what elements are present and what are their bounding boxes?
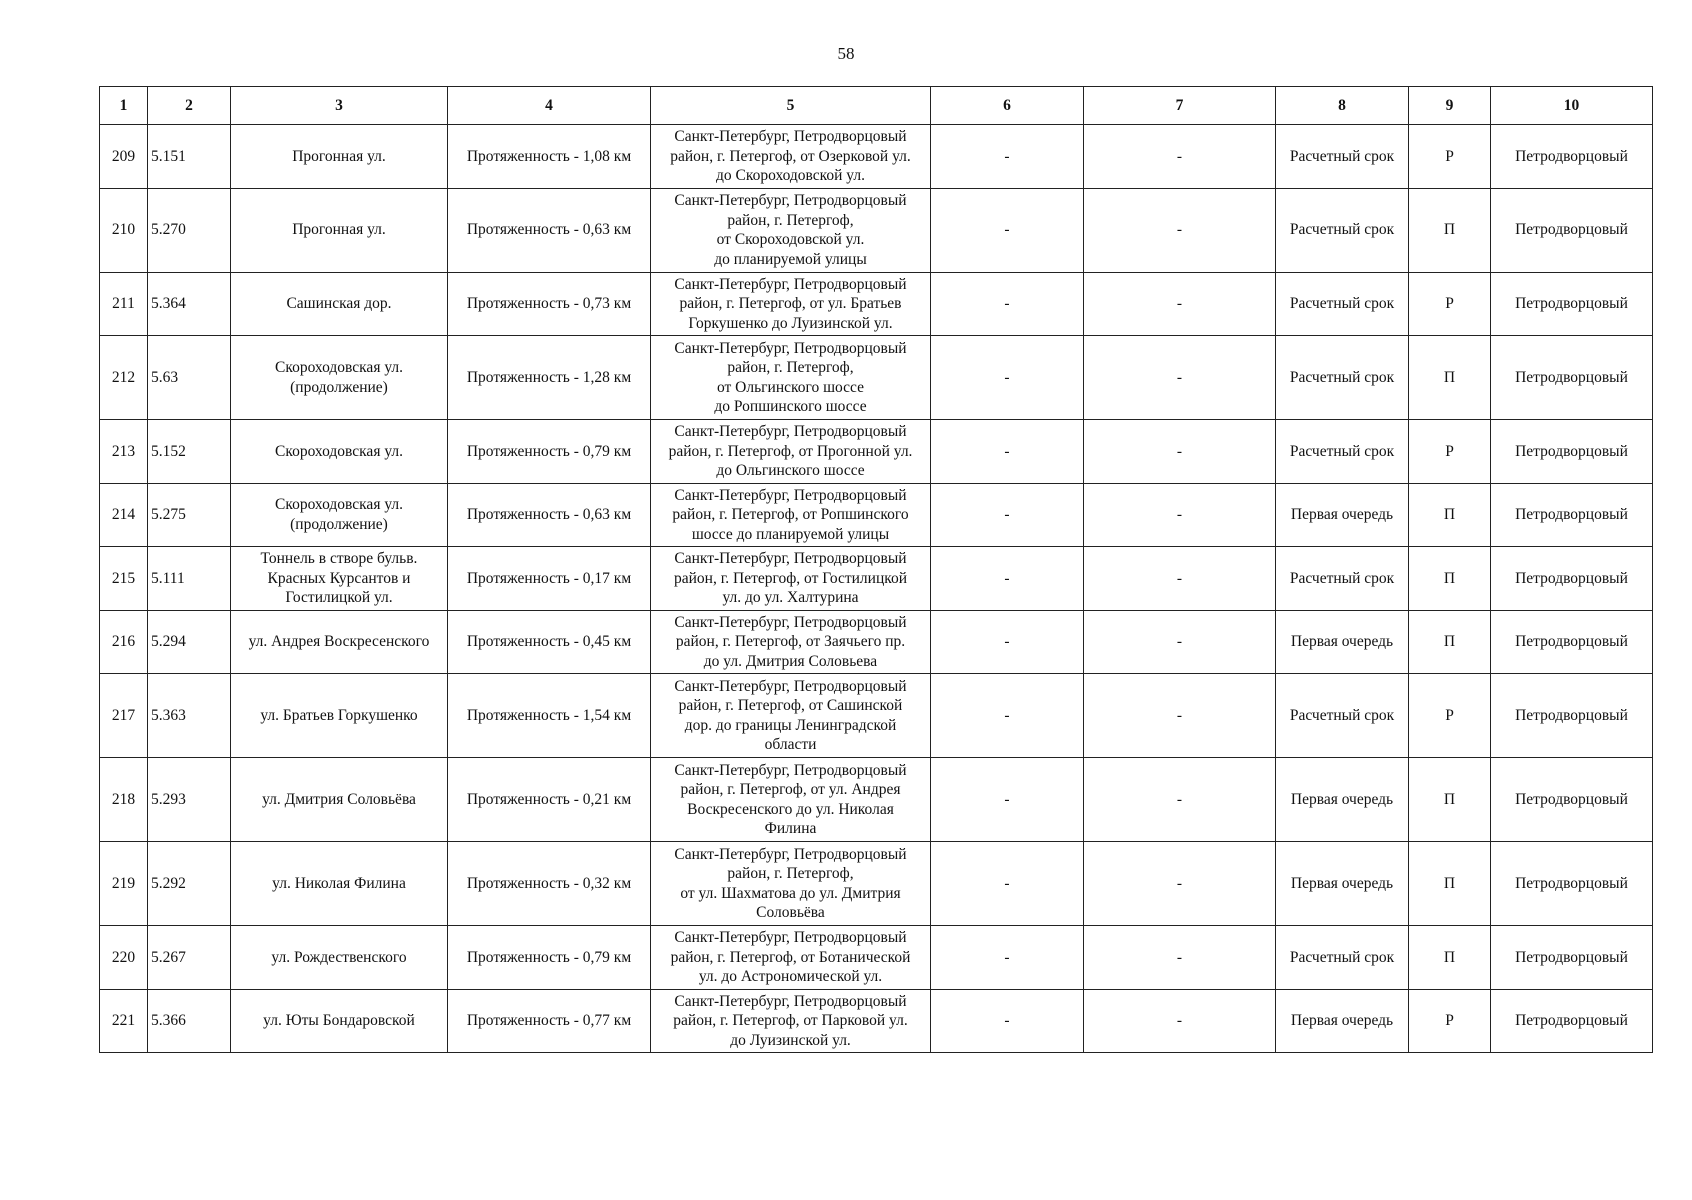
street-name-line: Скороходовская ул. (274, 359, 403, 376)
code-cell: 5.275 (148, 483, 231, 547)
address-cell (651, 483, 931, 547)
length-cell: Протяженность - 0,21 км (448, 758, 651, 842)
col7-cell: - (1084, 758, 1276, 842)
district-cell: Петродворцовый (1491, 758, 1653, 842)
address-line: Санкт-Петербург, Петродворцовый (674, 613, 907, 631)
term-cell: Расчетный срок (1276, 547, 1409, 611)
row-number-cell: 211 (100, 272, 148, 336)
term-cell: Расчетный срок (1276, 926, 1409, 990)
district-cell: Петродворцовый (1491, 842, 1653, 926)
type-cell: Р (1409, 125, 1491, 189)
length-cell: Протяженность - 1,54 км (448, 674, 651, 758)
address-line: Санкт-Петербург, Петродворцовый (674, 992, 907, 1010)
address-line: район, г. Петергоф, (727, 359, 854, 376)
header-cell: 3 (231, 87, 448, 125)
address-line: области (764, 736, 817, 753)
col7-cell: - (1084, 926, 1276, 990)
address-line: от ул. Шахматова до ул. Дмитрия (680, 884, 901, 902)
header-cell: 8 (1276, 87, 1409, 125)
type-cell: П (1409, 336, 1491, 420)
address-line: до Скороходовской ул. (715, 167, 865, 184)
street-name-cell (231, 483, 448, 547)
address-line: до Луизинской ул. (730, 1031, 851, 1049)
col7-cell: - (1084, 483, 1276, 547)
district-cell: Петродворцовый (1491, 125, 1653, 189)
street-name-line: Гостилицкой ул. (285, 589, 393, 606)
header-cell: 5 (651, 87, 931, 125)
address-line: Санкт-Петербург, Петродворцовый (674, 761, 907, 779)
address-line: ул. до ул. Халтурина (722, 589, 859, 606)
type-cell: П (1409, 842, 1491, 926)
district-cell: Петродворцовый (1491, 272, 1653, 336)
row-number-cell: 215 (100, 547, 148, 611)
street-name-cell: Скороходовская ул. (231, 420, 448, 484)
street-name-cell: ул. Братьев Горкушенко (231, 674, 448, 758)
type-cell: Р (1409, 420, 1491, 484)
address-line: район, г. Петергоф, (727, 211, 854, 229)
term-cell: Первая очередь (1276, 842, 1409, 926)
col6-cell: - (931, 336, 1084, 420)
district-cell: Петродворцовый (1491, 674, 1653, 758)
col6-cell: - (931, 610, 1084, 674)
district-cell: Петродворцовый (1491, 188, 1653, 272)
address-line: район, г. Петергоф, от Ропшинского (672, 506, 909, 523)
row-number-cell: 216 (100, 610, 148, 674)
term-cell: Расчетный срок (1276, 336, 1409, 420)
street-name-cell: Прогонная ул. (231, 188, 448, 272)
district-cell: Петродворцовый (1491, 547, 1653, 611)
address-line: Санкт-Петербург, Петродворцовый (674, 486, 907, 504)
type-cell: П (1409, 188, 1491, 272)
col6-cell: - (931, 125, 1084, 189)
col7-cell: - (1084, 420, 1276, 484)
table-row (100, 926, 1653, 990)
table-row (100, 989, 1653, 1053)
length-cell: Протяженность - 1,08 км (448, 125, 651, 189)
code-cell: 5.152 (148, 420, 231, 484)
address-line: район, г. Петергоф, от Парковой ул. (673, 1012, 908, 1029)
district-cell: Петродворцовый (1491, 483, 1653, 547)
address-line: район, г. Петергоф, от Прогонной ул. (668, 442, 913, 460)
term-cell: Первая очередь (1276, 758, 1409, 842)
street-name-cell: ул. Юты Бондаровской (231, 989, 448, 1053)
type-cell: Р (1409, 272, 1491, 336)
address-cell (651, 420, 931, 484)
address-line: район, г. Петергоф, от Сашинской (678, 697, 903, 714)
street-name-line: (продолжение) (290, 378, 388, 396)
address-line: Соловьёва (756, 904, 825, 921)
col6-cell: - (931, 674, 1084, 758)
table-row (100, 758, 1653, 842)
row-number-cell: 210 (100, 188, 148, 272)
street-name-cell: ул. Рождественского (231, 926, 448, 990)
data-table (99, 86, 1653, 1053)
table-row (100, 125, 1653, 189)
address-line: от Ольгинского шоссе (716, 378, 864, 396)
district-cell: Петродворцовый (1491, 926, 1653, 990)
address-cell (651, 842, 931, 926)
address-line: Санкт-Петербург, Петродворцовый (674, 929, 907, 946)
address-cell (651, 610, 931, 674)
code-cell: 5.270 (148, 188, 231, 272)
code-cell: 5.366 (148, 989, 231, 1053)
code-cell: 5.293 (148, 758, 231, 842)
code-cell: 5.267 (148, 926, 231, 990)
table-row (100, 188, 1653, 272)
length-cell: Протяженность - 0,32 км (448, 842, 651, 926)
code-cell: 5.294 (148, 610, 231, 674)
col7-cell: - (1084, 125, 1276, 189)
address-line: до Ропшинского шоссе (714, 398, 867, 415)
street-name-cell: ул. Николая Филина (231, 842, 448, 926)
table-row (100, 420, 1653, 484)
row-number-cell: 213 (100, 420, 148, 484)
address-line: Санкт-Петербург, Петродворцовый (674, 339, 907, 357)
col7-cell: - (1084, 547, 1276, 611)
length-cell: Протяженность - 0,45 км (448, 610, 651, 674)
type-cell: П (1409, 926, 1491, 990)
row-number-cell: 212 (100, 336, 148, 420)
col6-cell: - (931, 758, 1084, 842)
street-name-line: Скороходовская ул. (274, 496, 403, 514)
col7-cell: - (1084, 610, 1276, 674)
col7-cell: - (1084, 272, 1276, 336)
address-line: район, г. Петергоф, от ул. Андрея (680, 781, 901, 798)
code-cell: 5.151 (148, 125, 231, 189)
row-number-cell: 220 (100, 926, 148, 990)
table-row (100, 842, 1653, 926)
street-name-cell: ул. Андрея Воскресенского (231, 610, 448, 674)
address-line: Санкт-Петербург, Петродворцовый (674, 128, 907, 145)
street-name-cell: Сашинская дор. (231, 272, 448, 336)
col6-cell: - (931, 989, 1084, 1053)
length-cell: Протяженность - 0,17 км (448, 547, 651, 611)
header-row (100, 87, 1653, 125)
address-line: от Скороходовской ул. (716, 231, 865, 248)
col7-cell: - (1084, 674, 1276, 758)
address-line: район, г. Петергоф, от Озерковой ул. (670, 147, 911, 165)
length-cell: Протяженность - 0,63 км (448, 188, 651, 272)
row-number-cell: 209 (100, 125, 148, 189)
street-name-cell: ул. Дмитрия Соловьёва (231, 758, 448, 842)
row-number-cell: 221 (100, 989, 148, 1053)
address-line: Санкт-Петербург, Петродворцовый (674, 845, 907, 863)
type-cell: Р (1409, 989, 1491, 1053)
address-line: до планируемой улицы (714, 250, 867, 268)
address-line: Санкт-Петербург, Петродворцовый (674, 423, 907, 440)
term-cell: Расчетный срок (1276, 272, 1409, 336)
street-name-cell (231, 336, 448, 420)
col6-cell: - (931, 188, 1084, 272)
code-cell: 5.111 (148, 547, 231, 611)
col6-cell: - (931, 842, 1084, 926)
header-cell: 2 (148, 87, 231, 125)
header-cell: 1 (100, 87, 148, 125)
address-line: Санкт-Петербург, Петродворцовый (674, 677, 907, 695)
address-cell (651, 989, 931, 1053)
type-cell: П (1409, 483, 1491, 547)
address-line: район, г. Петергоф, от Ботанической (670, 948, 911, 966)
col6-cell: - (931, 483, 1084, 547)
address-line: до Ольгинского шоссе (716, 462, 865, 479)
address-line: Филина (764, 820, 817, 837)
header-cell: 10 (1491, 87, 1653, 125)
term-cell: Расчетный срок (1276, 674, 1409, 758)
term-cell: Расчетный срок (1276, 188, 1409, 272)
term-cell: Первая очередь (1276, 610, 1409, 674)
district-cell: Петродворцовый (1491, 336, 1653, 420)
header-cell: 7 (1084, 87, 1276, 125)
address-cell (651, 336, 931, 420)
table-row (100, 272, 1653, 336)
term-cell: Первая очередь (1276, 989, 1409, 1053)
type-cell: П (1409, 547, 1491, 611)
address-cell (651, 188, 931, 272)
table-row (100, 483, 1653, 547)
address-cell (651, 125, 931, 189)
type-cell: Р (1409, 674, 1491, 758)
address-line: Горкушенко до Луизинской ул. (688, 314, 893, 332)
address-cell (651, 547, 931, 611)
street-name-line: Красных Курсантов и (267, 569, 411, 587)
table-body (100, 125, 1653, 1053)
address-line: ул. до Астрономической ул. (698, 968, 883, 985)
address-line: дор. до границы Ленинградской (684, 716, 897, 734)
col7-cell: - (1084, 989, 1276, 1053)
address-line: Санкт-Петербург, Петродворцовый (674, 275, 907, 293)
row-number-cell: 218 (100, 758, 148, 842)
address-line: район, г. Петергоф, от Заячьего пр. (675, 633, 906, 650)
code-cell: 5.364 (148, 272, 231, 336)
code-cell: 5.363 (148, 674, 231, 758)
address-cell (651, 758, 931, 842)
row-number-cell: 217 (100, 674, 148, 758)
col6-cell: - (931, 547, 1084, 611)
row-number-cell: 214 (100, 483, 148, 547)
table-row (100, 674, 1653, 758)
street-name-line: (продолжение) (290, 515, 388, 533)
table-row (100, 336, 1653, 420)
col6-cell: - (931, 926, 1084, 990)
street-name-line: Тоннель в створе бульв. (260, 550, 418, 567)
address-cell (651, 674, 931, 758)
address-line: Санкт-Петербург, Петродворцовый (674, 192, 907, 209)
term-cell: Первая очередь (1276, 483, 1409, 547)
length-cell: Протяженность - 0,73 км (448, 272, 651, 336)
address-line: район, г. Петергоф, от ул. Братьев (679, 295, 902, 312)
address-line: до ул. Дмитрия Соловьева (703, 652, 878, 670)
table-row (100, 547, 1653, 611)
col7-cell: - (1084, 336, 1276, 420)
header-cell: 4 (448, 87, 651, 125)
address-cell (651, 272, 931, 336)
term-cell: Расчетный срок (1276, 420, 1409, 484)
type-cell: П (1409, 610, 1491, 674)
term-cell: Расчетный срок (1276, 125, 1409, 189)
address-cell (651, 926, 931, 990)
page-number: 58 (837, 44, 855, 63)
col6-cell: - (931, 420, 1084, 484)
address-line: район, г. Петергоф, (727, 865, 854, 882)
district-cell: Петродворцовый (1491, 420, 1653, 484)
col6-cell: - (931, 272, 1084, 336)
street-name-cell: Прогонная ул. (231, 125, 448, 189)
district-cell: Петродворцовый (1491, 989, 1653, 1053)
code-cell: 5.292 (148, 842, 231, 926)
code-cell: 5.63 (148, 336, 231, 420)
length-cell: Протяженность - 0,79 км (448, 420, 651, 484)
street-name-cell (231, 547, 448, 611)
length-cell: Протяженность - 0,79 км (448, 926, 651, 990)
col7-cell: - (1084, 188, 1276, 272)
address-line: район, г. Петергоф, от Гостилицкой (673, 569, 908, 587)
length-cell: Протяженность - 0,77 км (448, 989, 651, 1053)
table-row (100, 610, 1653, 674)
header-cell: 6 (931, 87, 1084, 125)
col7-cell: - (1084, 842, 1276, 926)
type-cell: П (1409, 758, 1491, 842)
row-number-cell: 219 (100, 842, 148, 926)
address-line: Санкт-Петербург, Петродворцовый (674, 550, 907, 567)
address-line: шоссе до планируемой улицы (691, 525, 890, 543)
district-cell: Петродворцовый (1491, 610, 1653, 674)
length-cell: Протяженность - 0,63 км (448, 483, 651, 547)
length-cell: Протяженность - 1,28 км (448, 336, 651, 420)
header-cell: 9 (1409, 87, 1491, 125)
address-line: Воскресенского до ул. Николая (687, 800, 894, 818)
